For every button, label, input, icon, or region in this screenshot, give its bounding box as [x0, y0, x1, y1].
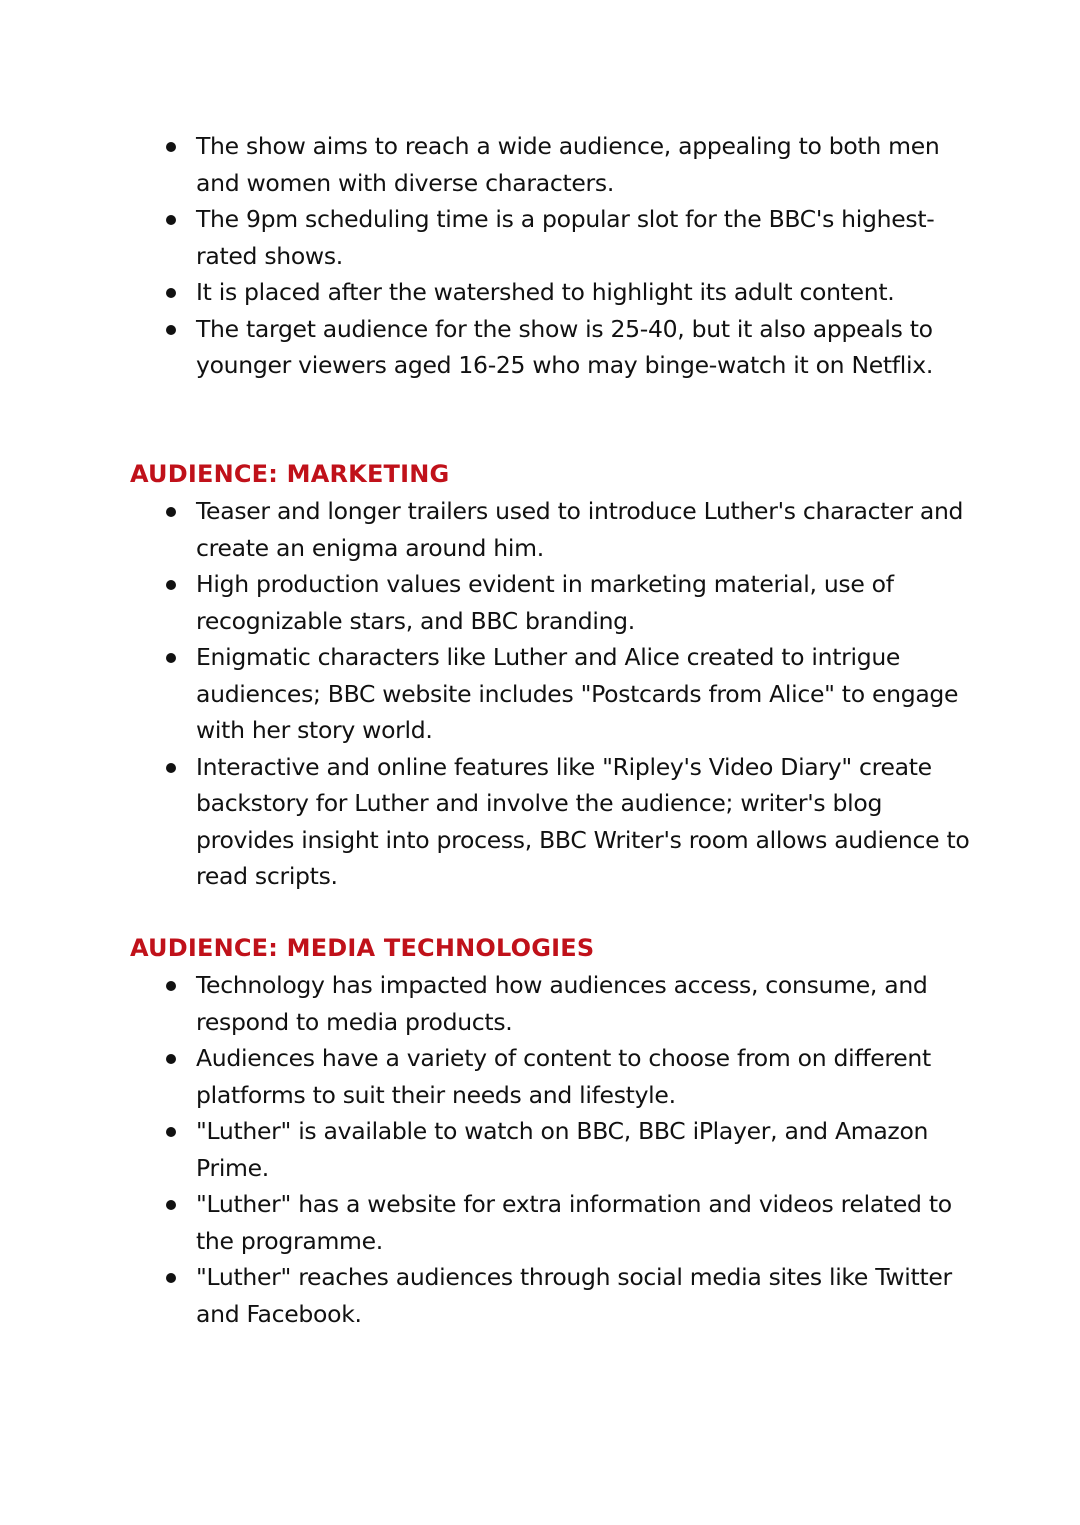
list-item-text: Enigmatic characters like Luther and Alice created to intrigue audiences; BBC website includes "Postcards from Alice" to engage with her story world.	[196, 643, 959, 744]
bullet-icon	[166, 288, 176, 298]
list-item-text: Technology has impacted how audiences access, consume, and respond to media products.	[196, 971, 928, 1036]
list-item-text: Teaser and longer trailers used to introduce Luther's character and create an enigma around him.	[196, 497, 964, 562]
list-item	[130, 639, 970, 749]
list-item-text: "Luther" has a website for extra information and videos related to the programme.	[196, 1190, 952, 1255]
bullet-icon	[166, 325, 176, 335]
technologies-bullet-list	[130, 967, 970, 1332]
bullet-icon	[166, 215, 176, 225]
list-item	[130, 1259, 970, 1332]
bullet-icon	[166, 507, 176, 517]
bullet-icon	[166, 763, 176, 773]
list-item	[130, 128, 970, 201]
bullet-icon	[166, 1054, 176, 1064]
bullet-icon	[166, 1127, 176, 1137]
bullet-icon	[166, 981, 176, 991]
list-item-text: The show aims to reach a wide audience, appealing to both men and women with diverse characters.	[196, 132, 940, 197]
list-item	[130, 311, 970, 384]
bullet-icon	[166, 142, 176, 152]
bullet-icon	[166, 580, 176, 590]
list-item-text: The 9pm scheduling time is a popular slot for the BBC's highest-rated shows.	[196, 205, 935, 270]
marketing-bullet-list	[130, 493, 970, 895]
list-item-text: The target audience for the show is 25-40, but it also appeals to younger viewers aged 16-25 who may binge-watch it on Netflix.	[196, 314, 934, 379]
list-item-text: It is placed after the watershed to highlight its adult content.	[196, 278, 895, 306]
list-item-text: Interactive and online features like "Ripley's Video Diary" create backstory for Luther and involve the audience; writer's blog provides insight into process, BBC Writer's room allows audience to read scripts.	[196, 752, 970, 890]
list-item	[130, 274, 970, 311]
bullet-icon	[166, 1273, 176, 1283]
section-heading-marketing: AUDIENCE: MARKETING	[130, 460, 450, 488]
intro-bullet-list	[130, 128, 970, 384]
list-item	[130, 566, 970, 639]
list-item	[130, 1040, 970, 1113]
section-heading-media-technologies: AUDIENCE: MEDIA TECHNOLOGIES	[130, 934, 595, 962]
list-item	[130, 493, 970, 566]
list-item	[130, 967, 970, 1040]
list-item-text: "Luther" is available to watch on BBC, BBC iPlayer, and Amazon Prime.	[196, 1117, 929, 1182]
list-item	[130, 749, 970, 895]
bullet-icon	[166, 1200, 176, 1210]
list-item	[130, 201, 970, 274]
bullet-icon	[166, 653, 176, 663]
list-item-text: Audiences have a variety of content to choose from on different platforms to suit their needs and lifestyle.	[196, 1044, 931, 1109]
list-item	[130, 1113, 970, 1186]
list-item	[130, 1186, 970, 1259]
list-item-text: High production values evident in marketing material, use of recognizable stars, and BBC branding.	[196, 570, 894, 635]
list-item-text: "Luther" reaches audiences through social media sites like Twitter and Facebook.	[196, 1263, 952, 1328]
